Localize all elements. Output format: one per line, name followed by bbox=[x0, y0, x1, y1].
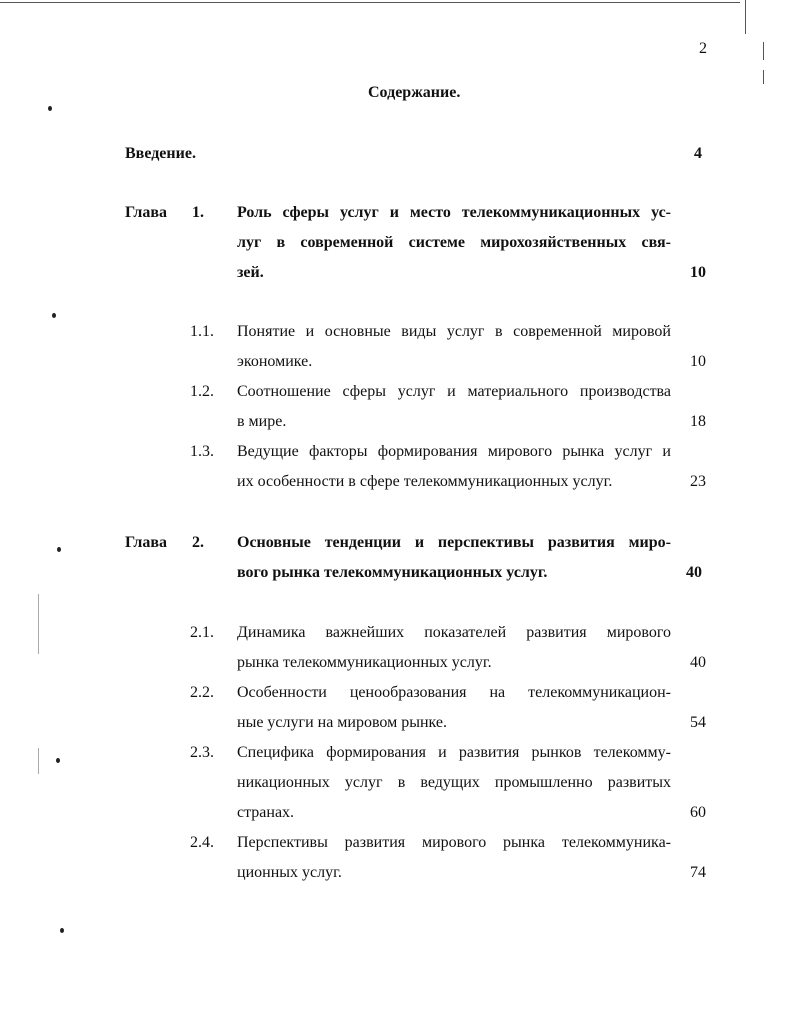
page-title: Содержание. bbox=[368, 84, 461, 101]
section-title-line: Динамика важнейших показателей развития мирового bbox=[237, 624, 671, 641]
section-title-line: Ведущие факторы формирования мирового рынка услуг и bbox=[237, 443, 671, 460]
section-title-line: ционных услуг. bbox=[237, 864, 342, 881]
section-title-line: в мире. bbox=[237, 413, 287, 430]
section-title-line: ные услуги на мировом рынке. bbox=[237, 714, 448, 731]
section-title-line: Особенности ценообразования на телекоммуникацион- bbox=[237, 684, 671, 701]
section-title-line: Перспективы развития мирового рынка телекоммуника- bbox=[237, 834, 671, 851]
chapter-page: 40 bbox=[686, 564, 702, 581]
intro-page: 4 bbox=[694, 145, 702, 162]
section-number: 2.3. bbox=[190, 744, 214, 761]
section-title-line: Понятие и основные виды услуг в современной мировой bbox=[237, 323, 671, 340]
scan-top-rule bbox=[0, 2, 740, 3]
chapter-number: 1. bbox=[192, 204, 204, 221]
section-page: 23 bbox=[690, 473, 706, 490]
margin-speck bbox=[48, 106, 52, 111]
scan-right-rule bbox=[745, 0, 746, 34]
section-title-line: Специфика формирования и развития рынков телекомму- bbox=[237, 744, 671, 761]
section-title-line: никационных услуг в ведущих промышленно развитых bbox=[237, 774, 671, 791]
section-title-line: рынка телекоммуникационных услуг. bbox=[237, 654, 492, 671]
chapter-page: 10 bbox=[690, 264, 706, 281]
chapter-label: Глава bbox=[125, 204, 167, 221]
section-title-line: странах. bbox=[237, 804, 295, 821]
page-number: 2 bbox=[699, 40, 707, 57]
section-page: 60 bbox=[690, 804, 706, 821]
section-title-line: их особенности в сфере телекоммуникационных услуг. bbox=[237, 473, 613, 490]
section-title-line: Соотношение сферы услуг и материального производства bbox=[237, 383, 671, 400]
section-page: 40 bbox=[690, 654, 706, 671]
scan-left-mark bbox=[38, 748, 39, 774]
chapter-title-line: зей. bbox=[237, 264, 264, 281]
section-page: 54 bbox=[690, 714, 706, 731]
margin-speck bbox=[60, 928, 64, 933]
section-number: 2.2. bbox=[190, 684, 214, 701]
section-page: 18 bbox=[690, 413, 706, 430]
chapter-label: Глава bbox=[125, 534, 167, 551]
chapter-number: 2. bbox=[192, 534, 204, 551]
section-number: 1.1. bbox=[190, 323, 214, 340]
margin-speck bbox=[57, 547, 61, 552]
margin-speck bbox=[56, 758, 60, 763]
section-number: 2.4. bbox=[190, 834, 214, 851]
chapter-title-line: вого рынка телекоммуникационных услуг. bbox=[237, 564, 548, 581]
section-page: 74 bbox=[690, 864, 706, 881]
scan-right-mark bbox=[763, 70, 764, 84]
section-number: 1.3. bbox=[190, 443, 214, 460]
section-title-line: экономике. bbox=[237, 353, 313, 370]
chapter-title-line: луг в современной системе мирохозяйственных свя- bbox=[237, 234, 671, 251]
chapter-title-line: Основные тенденции и перспективы развития миро- bbox=[237, 534, 671, 551]
margin-speck bbox=[52, 313, 56, 318]
chapter-title-line: Роль сферы услуг и место телекоммуникационных ус- bbox=[237, 204, 671, 221]
intro-label: Введение. bbox=[125, 145, 196, 162]
section-page: 10 bbox=[690, 353, 706, 370]
scan-right-mark bbox=[763, 42, 764, 60]
section-number: 1.2. bbox=[190, 383, 214, 400]
section-number: 2.1. bbox=[190, 624, 214, 641]
scan-left-mark bbox=[38, 594, 39, 654]
